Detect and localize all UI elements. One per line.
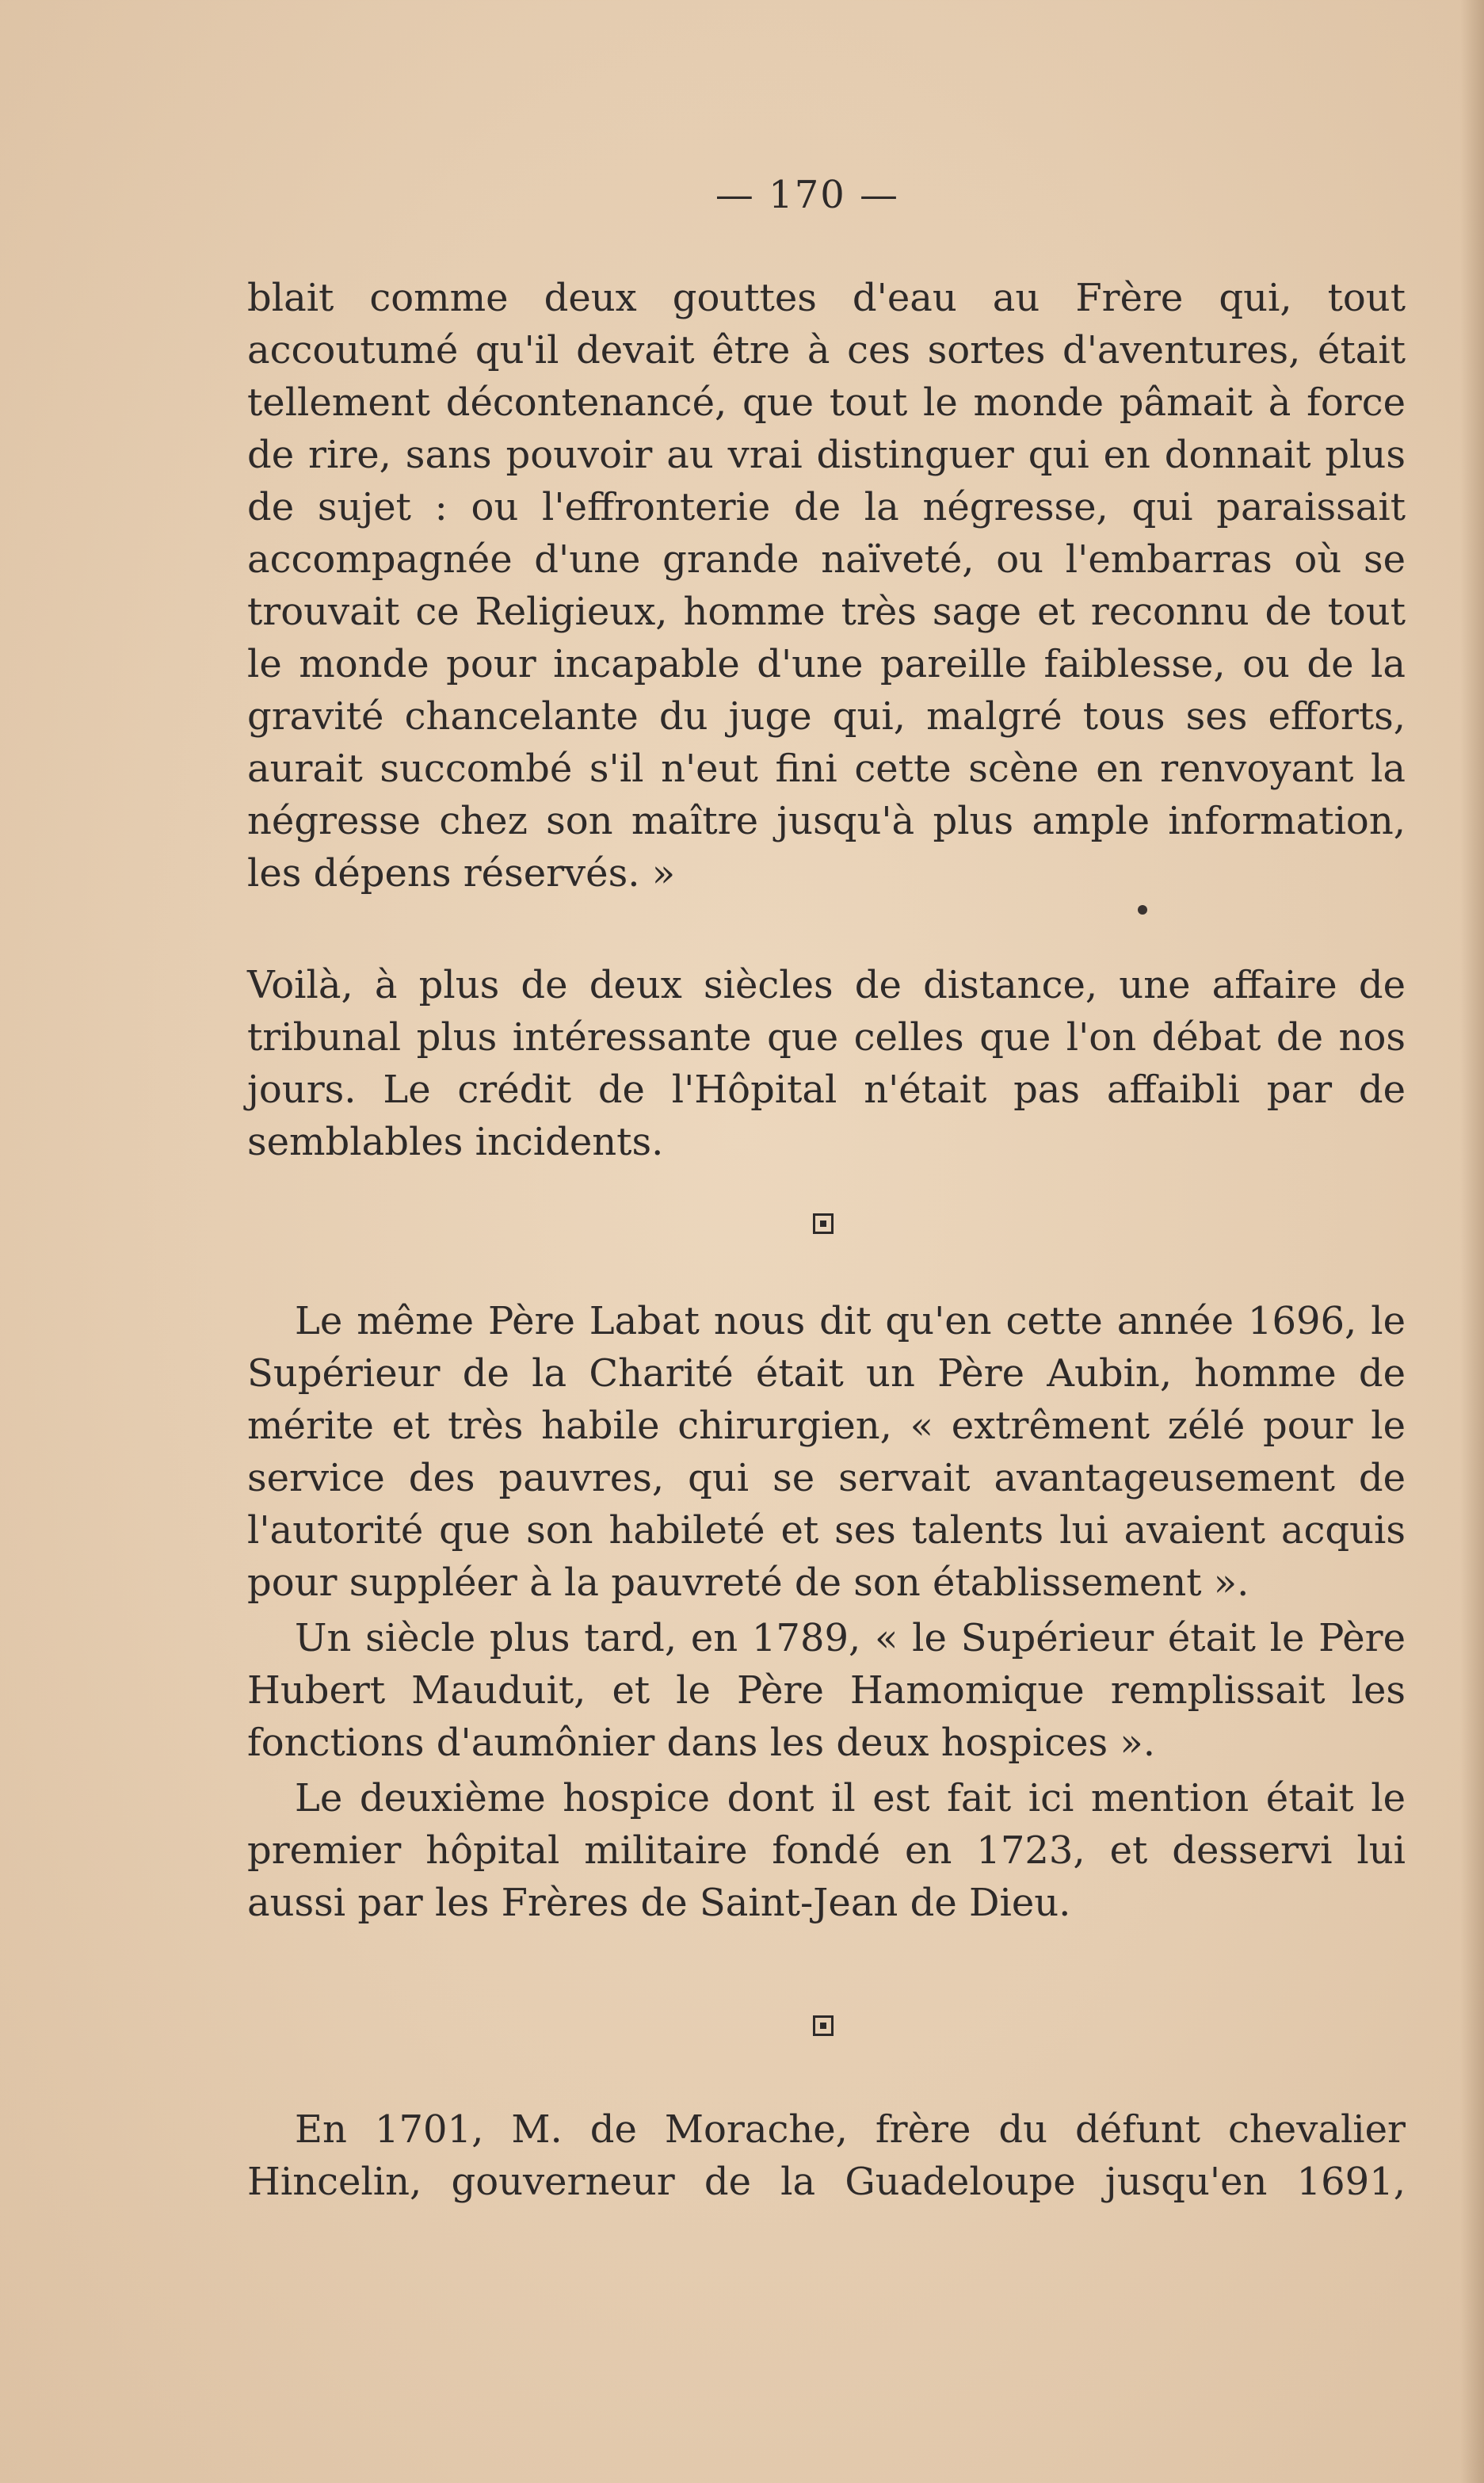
page-number: — 170 — bbox=[715, 173, 900, 217]
paragraph-block-4 bbox=[247, 2103, 1406, 2208]
paragraph-4: Un siècle plus tard, en 1789, « le Supérieur était le Père Hubert Mauduit, et le Père Hamomique remplissait les fonctions d'aumônier dans les deux hospices ». bbox=[247, 1616, 1406, 1765]
paragraph-3: Le même Père Labat nous dit qu'en cette année 1696, le Supérieur de la Charité était un Père Aubin, homme de mérite et très habile chirurgien, « extrêment zélé pour le service des pauvres, qui se servait avantageusement de l'autorité que son habileté et ses talents lui avaient acquis pour suppléer à la pauvreté de son établissement ». bbox=[247, 1299, 1406, 1605]
paragraph-block-3 bbox=[247, 1295, 1406, 1929]
section-ornament-2 bbox=[813, 2015, 834, 2036]
page-edge-shadow bbox=[1460, 0, 1484, 2483]
section-ornament-1 bbox=[813, 1213, 834, 1234]
paragraph-2: Voilà, à plus de deux siècles de distance, une affaire de tribunal plus intéressante que celles que l'on débat de nos jours. Le crédit de l'Hôpital n'était pas affaibli par de semblables incidents. bbox=[247, 963, 1406, 1164]
paragraph-6: En 1701, M. de Morache, frère du défunt chevalier Hincelin, gouverneur de la Guadeloupe jusqu'en 1691, bbox=[247, 2107, 1406, 2204]
ink-speck bbox=[1138, 905, 1147, 915]
paragraph-1: blait comme deux gouttes d'eau au Frère qui, tout accoutumé qu'il devait être à ces sortes d'aventures, était tellement décontenancé, que tout le monde pâmait à force de rire, sans pouvoir au vrai distinguer qui en donnait plus de sujet : ou l'effronterie de la négresse, qui paraissait accompagnée d'une grande naïveté, ou l'embarras où se trouvait ce Religieux, homme très sage et reconnu de tout le monde pour incapable d'une pareille faiblesse, ou de la gravité chancelante du juge qui, malgré tous ses efforts, aurait succombé s'il n'eut fini cette scène en renvoyant la négresse chez son maître jusqu'à plus ample information, les dépens réservés. » bbox=[247, 276, 1406, 896]
paragraph-block-2 bbox=[247, 959, 1406, 1168]
paragraph-continuation bbox=[247, 272, 1406, 900]
paragraph-5: Le deuxième hospice dont il est fait ici mention était le premier hôpital militaire fondé en 1723, et desservi lui aussi par les Frères de Saint-Jean de Dieu. bbox=[247, 1776, 1406, 1925]
